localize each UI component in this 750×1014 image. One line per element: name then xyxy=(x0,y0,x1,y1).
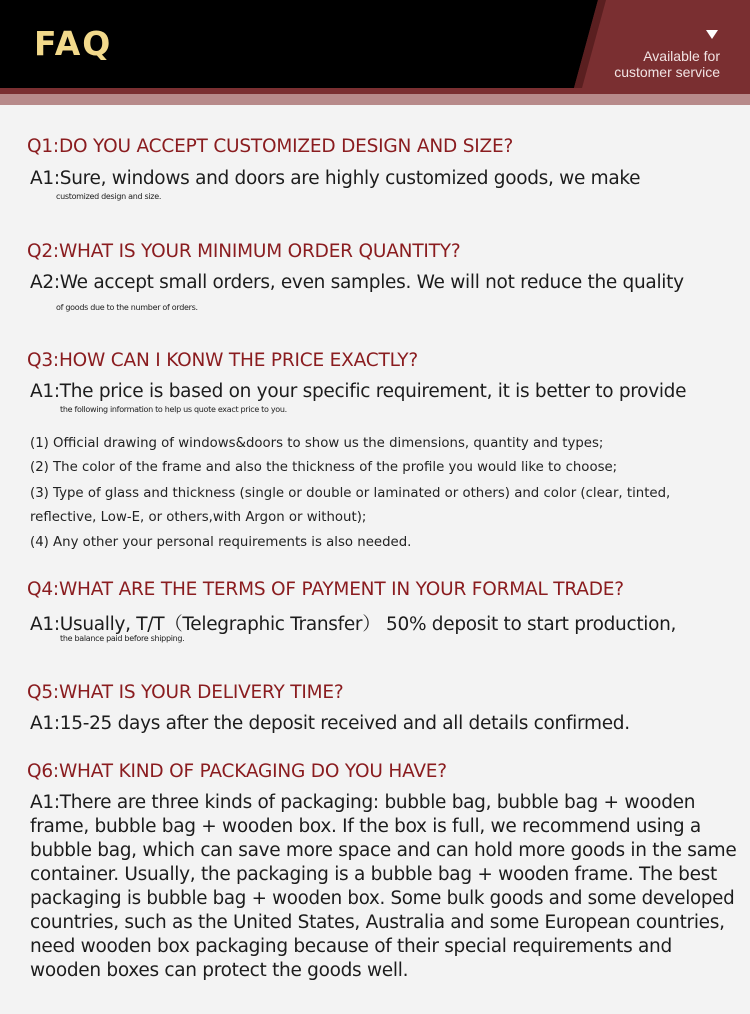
faq-header xyxy=(0,0,750,105)
faq-answer-6-line: packaging is bubble bag + wooden box. Some bulk goods and some developed xyxy=(30,888,735,909)
faq-detail-item: reflective, Low-E, or others,with Argon or without); xyxy=(30,510,367,525)
faq-detail-item: (4) Any other your personal requirements is also needed. xyxy=(30,535,412,550)
faq-answer-6-line: wooden boxes can protect the goods well. xyxy=(30,960,409,981)
dropdown-triangle-icon xyxy=(706,30,718,39)
faq-answer-6-line: countries, such as the United States, Australia and some European countries, xyxy=(30,912,725,933)
faq-question-1: Q1:DO YOU ACCEPT CUSTOMIZED DESIGN AND SIZE? xyxy=(27,136,514,157)
customer-service-link[interactable] xyxy=(614,30,720,80)
service-line-2: customer service xyxy=(614,64,720,80)
faq-answer-6-line: bubble bag, which can save more space and can hold more goods in the same xyxy=(30,840,737,861)
faq-answer-5-line-1: A1:15-25 days after the deposit received and all details confirmed. xyxy=(30,713,630,734)
faq-answer-3-line-1: A1:The price is based on your specific requirement, it is better to provide xyxy=(30,381,687,402)
faq-answer-1-line-2: customized design and size. xyxy=(56,192,162,201)
page-title: FAQ xyxy=(34,24,113,63)
faq-answer-4-line-2: the balance paid before shipping. xyxy=(60,634,185,643)
faq-answer-2-line-2: of goods due to the number of orders. xyxy=(56,303,198,312)
faq-answer-6-line: need wooden box packaging because of their special requirements and xyxy=(30,936,672,957)
faq-answer-6-line: frame, bubble bag + wooden box. If the box is full, we recommend using a xyxy=(30,816,701,837)
faq-answer-6-line: container. Usually, the packaging is a bubble bag + wooden frame. The best xyxy=(30,864,717,885)
faq-question-2: Q2:WHAT IS YOUR MINIMUM ORDER QUANTITY? xyxy=(27,241,461,262)
service-line-1: Available for xyxy=(643,48,720,64)
faq-question-4: Q4:WHAT ARE THE TERMS OF PAYMENT IN YOUR FORMAL TRADE? xyxy=(27,579,624,600)
faq-answer-6-line: A1:There are three kinds of packaging: bubble bag, bubble bag + wooden xyxy=(30,792,696,813)
faq-detail-item: (2) The color of the frame and also the thickness of the profile you would like to choose; xyxy=(30,460,618,475)
faq-detail-item: (1) Official drawing of windows&doors to show us the dimensions, quantity and types; xyxy=(30,436,604,451)
faq-answer-4-line-1: A1:Usually, T/T（Telegraphic Transfer） 50% deposit to start production, xyxy=(30,614,677,635)
faq-answer-2-line-1: A2:We accept small orders, even samples. We will not reduce the quality xyxy=(30,272,684,293)
faq-question-6: Q6:WHAT KIND OF PACKAGING DO YOU HAVE? xyxy=(27,761,447,782)
faq-question-5: Q5:WHAT IS YOUR DELIVERY TIME? xyxy=(27,682,344,703)
faq-answer-1-line-1: A1:Sure, windows and doors are highly customized goods, we make xyxy=(30,168,641,189)
faq-detail-item: (3) Type of glass and thickness (single or double or laminated or others) and color (clear, tinted, xyxy=(30,486,671,501)
faq-answer-3-line-2: the following information to help us quote exact price to you. xyxy=(60,405,287,414)
faq-question-3: Q3:HOW CAN I KONW THE PRICE EXACTLY? xyxy=(27,350,418,371)
